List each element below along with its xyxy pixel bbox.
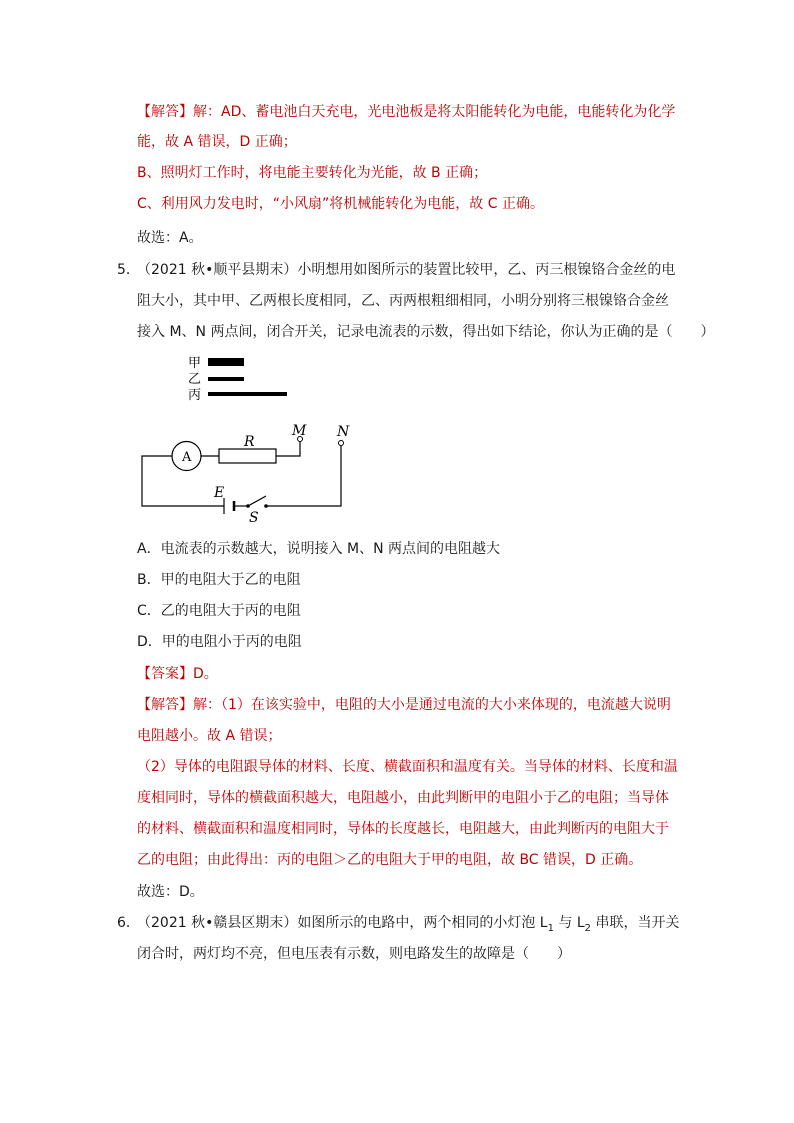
wire-label-bing: 丙	[188, 388, 202, 403]
option-a: A．电流表的示数越大，说明接入 M、N 两点间的电阻越大	[137, 541, 501, 557]
wire-bing	[208, 392, 287, 396]
ammeter-label: A	[182, 450, 192, 465]
choice-line: 故选：A。	[137, 230, 203, 246]
solution-line: 的材料、横截面积和温度相同时，导体的长度越长，电阻越大，由此判断丙的电阻大于	[137, 821, 669, 837]
question-text-part: 串联，当开关	[591, 915, 680, 931]
resistor	[219, 449, 276, 463]
switch-contact	[246, 504, 250, 508]
terminal-m-label: M	[292, 423, 307, 439]
solution-text: 解：AD、蓄电池白天充电，光电池板是将太阳能转化为电能，电能转化为化学	[193, 104, 676, 120]
question-text: 接入 M、N 两点间，闭合开关，记录电流表的示数，得出如下结论，你认为正确的是（ ）	[137, 324, 715, 340]
terminal-n-label: N	[337, 424, 350, 440]
solution-line: 能，故 A 错误，D 正确；	[137, 134, 297, 150]
solution-line: 度相同时，导体的横截面积越大，电阻越小，由此判断甲的电阻小于乙的电阻；当导体	[137, 790, 669, 806]
wire-label-jia: 甲	[188, 356, 202, 371]
option-b: B．甲的电阻大于乙的电阻	[137, 572, 301, 588]
resistor-label: R	[244, 434, 255, 450]
question-text: （2021 秋•顺平县期末）小明想用如图所示的装置比较甲，乙、丙三根镍铬合金丝的电	[137, 262, 676, 278]
choice-line: 故选：D。	[137, 884, 204, 900]
question-text-part: （2021 秋•赣县区期末）如图所示的电路中，两个相同的小灯泡 L	[137, 915, 548, 931]
switch-label: S	[249, 510, 259, 525]
subscript: 1	[547, 922, 554, 934]
solution-line: （2）导体的电阻跟导体的材料、长度、横截面积和温度有关。当导体的材料、长度和温	[137, 759, 678, 775]
question-text: 闭合时，两灯均不亮，但电压表有示数，则电路发生的故障是（ ）	[137, 946, 571, 962]
solution-line: B、照明灯工作时，将电能主要转化为光能，故 B 正确；	[137, 165, 488, 181]
wire-label-yi: 乙	[188, 372, 202, 387]
switch-contact	[264, 504, 268, 508]
answer-label: 【答案】	[137, 666, 193, 682]
question-text	[137, 913, 680, 939]
question-text-part: 与 L	[553, 915, 585, 931]
solution-text: 解：（1）在该实验中，电阻的大小是通过电流的大小来体现的，电流越大说明	[193, 697, 671, 713]
wire-yi	[208, 377, 244, 381]
answer-line	[137, 664, 218, 684]
answer-value: D。	[193, 666, 218, 682]
solution-line: 乙的电阻；由此得出：丙的电阻＞乙的电阻大于甲的电阻，故 BC 错误，D 正确。	[137, 852, 643, 868]
battery-label: E	[214, 485, 225, 501]
option-c: C．乙的电阻大于丙的电阻	[137, 603, 301, 619]
solution-line	[137, 695, 671, 715]
circuit-figure	[130, 350, 370, 525]
question-number: 5．	[117, 262, 140, 278]
solution-label: 【解答】	[137, 697, 193, 713]
question-number: 6．	[117, 915, 140, 931]
solution-line: 电阻越小。故 A 错误；	[137, 728, 282, 744]
solution-label: 【解答】	[137, 104, 193, 120]
subscript: 2	[584, 922, 592, 934]
solution-line	[137, 102, 675, 122]
solution-line: C、利用风力发电时，“小风扇”将机械能转化为电能，故 C 正确。	[137, 196, 544, 212]
question-text: 阻大小，其中甲、乙两根长度相同，乙、丙两根粗细相同，小明分别将三根镍铬合金丝	[137, 293, 669, 309]
terminal-n	[339, 441, 344, 446]
wire-jia	[208, 358, 244, 366]
option-d: D．甲的电阻小于丙的电阻	[137, 634, 302, 650]
